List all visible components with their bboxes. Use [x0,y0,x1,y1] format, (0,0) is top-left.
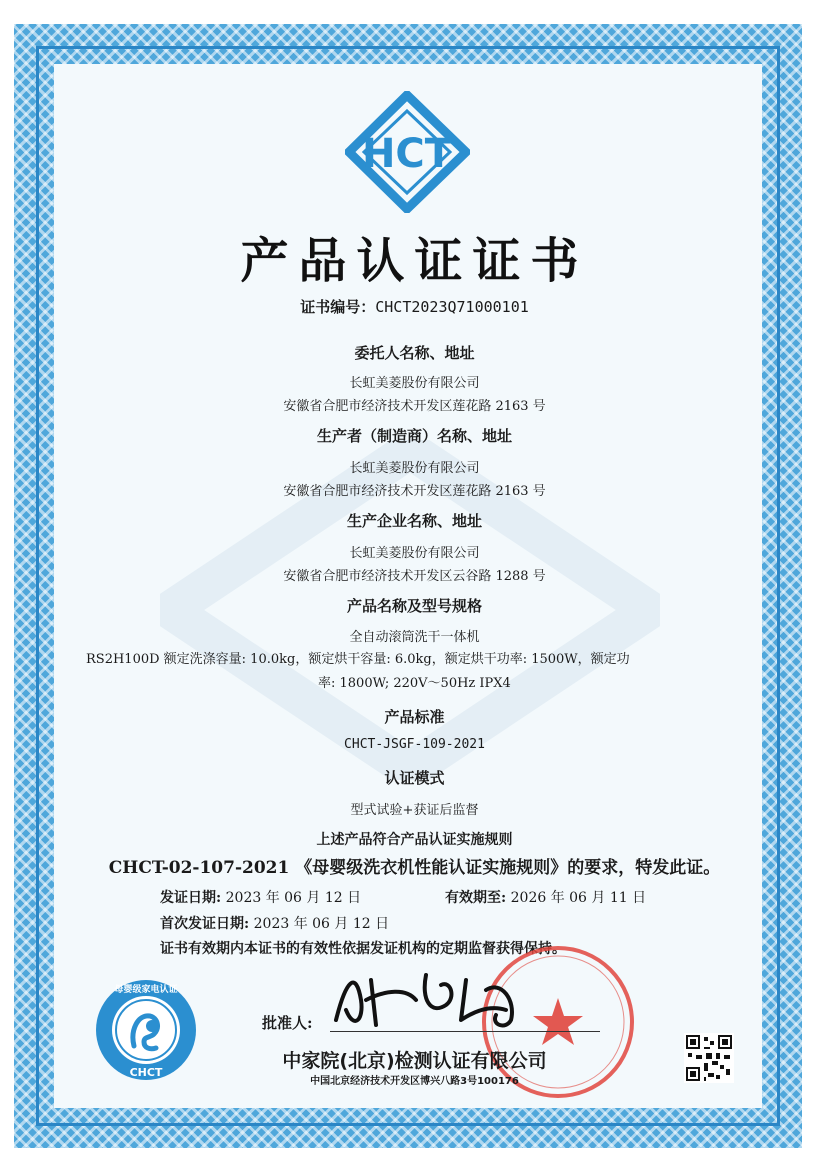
valid-until-value: 2026 年 06 月 11 日 [510,890,647,906]
issuer-name: 中家院(北京)检测认证有限公司 [282,1050,547,1072]
product-spec-line-2: 率: 1800W; 220V～50Hz IPX4 [318,676,511,691]
first-issue-date [160,913,389,933]
product-name: 全自动滚筒洗干一体机 [349,630,480,645]
standard-heading: 产品标准 [384,708,445,726]
logo-text: HCT [361,131,453,177]
first-issue-date-value: 2023 年 06 月 12 日 [253,916,390,932]
client-name: 长虹美菱股份有限公司 [349,376,480,391]
factory-address: 安徽省合肥市经济技术开发区云谷路 1288 号 [283,569,546,584]
valid-until [445,887,646,907]
badge-abbr: CHCT [129,1066,163,1079]
certificate-number-label: 证书编号： [300,298,376,316]
manufacturer-address: 安徽省合肥市经济技术开发区莲花路 2163 号 [283,484,546,499]
manufacturer-name: 长虹美菱股份有限公司 [349,461,480,476]
issue-date-value: 2023 年 06 月 12 日 [225,890,362,906]
issuer-address: 中国北京经济技术开发区博兴八路3号100176 [310,1076,519,1087]
validity-note: 证书有效期内本证书的有效性依据发证机构的定期监督获得保持。 [160,941,566,957]
mode-heading: 认证模式 [384,769,445,787]
factory-name: 长虹美菱股份有限公司 [349,546,480,561]
certificate-number [0,296,829,317]
manufacturer-heading: 生产者（制造商）名称、地址 [316,427,512,445]
approval-label: 批准人: [262,1014,313,1032]
approver-signature [316,960,546,1040]
first-issue-date-label: 首次发证日期: [160,916,250,932]
standard-value: CHCT-JSGF-109-2021 [344,737,485,752]
statement-line-1: 上述产品符合产品认证实施规则 [316,832,513,848]
certificate-number-value: CHCT2023Q71000101 [375,298,529,316]
valid-until-label: 有效期至: [445,890,507,906]
hct-logo [345,91,470,213]
factory-heading: 生产企业名称、地址 [346,512,482,530]
issue-date-label: 发证日期: [160,890,222,906]
product-spec-line-1: RS2H100D 额定洗涤容量: 10.0kg，额定烘干容量: 6.0kg，额定烘干功率: 1500W，额定功 [86,652,630,667]
badge-text: 母婴级家电认证 [114,985,178,995]
client-address: 安徽省合肥市经济技术开发区莲花路 2163 号 [283,399,546,414]
signature-line [330,1031,600,1032]
page-title: 产品认证证书 [240,233,589,289]
qr-code [684,1033,734,1083]
statement-line-2: CHCT-02-107-2021 《母婴级洗衣机性能认证实施规则》的要求，特发此证。 [108,858,721,878]
product-heading: 产品名称及型号规格 [346,597,482,615]
product-spec [86,648,746,696]
client-heading: 委托人名称、地址 [354,344,475,362]
mode-value: 型式试验+获证后监督 [350,803,479,818]
issue-date [160,887,361,907]
